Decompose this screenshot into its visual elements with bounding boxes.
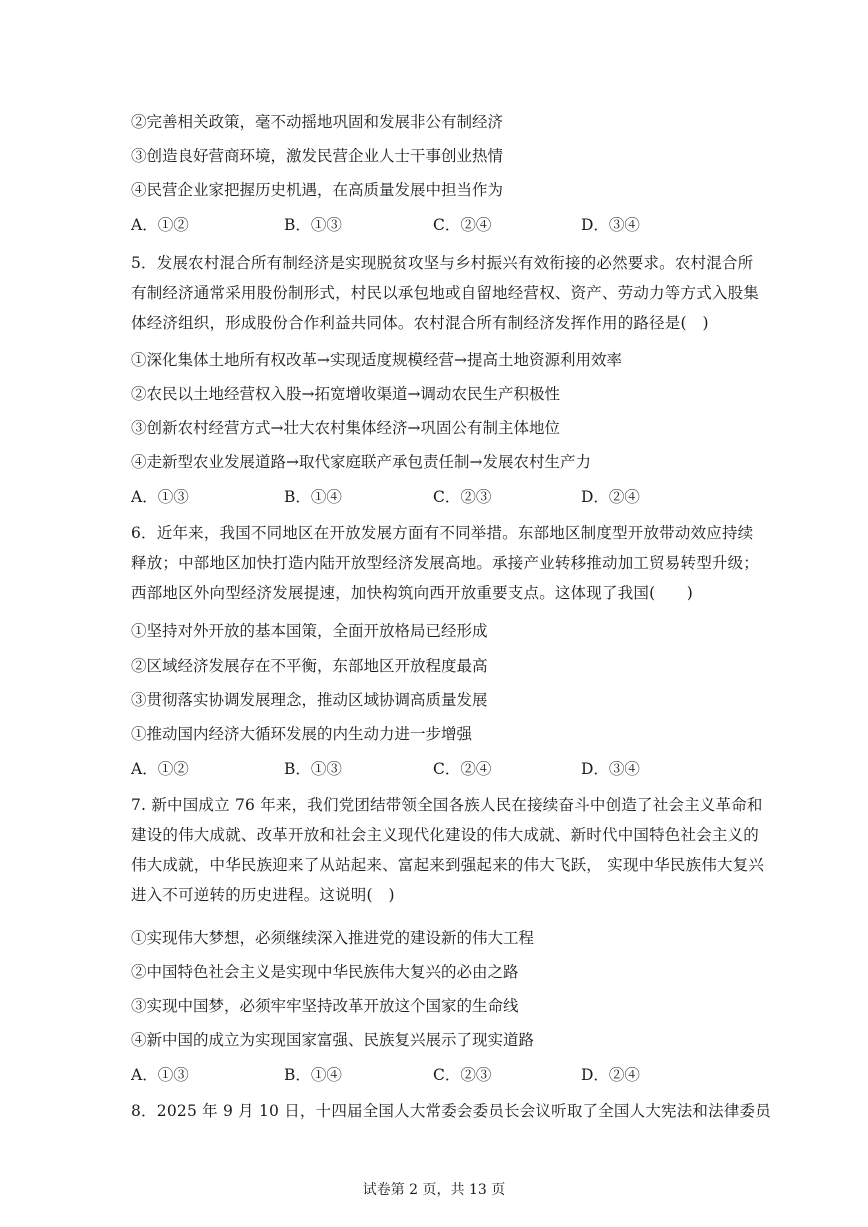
q6-stem-line-3: 西部地区外向型经济发展提速，加快构筑向西开放重要支点。这体现了我国( ) (131, 584, 693, 602)
q6-stem-line-1: 6．近年来，我国不同地区在开放发展方面有不同举措。东部地区制度型开放带动效应持续 (131, 524, 754, 542)
q5-statement-1: ①深化集体土地所有权改革→实现适度规模经营→提高土地资源利用效率 (131, 351, 622, 369)
q4-statement-2: ②完善相关政策，毫不动摇地巩固和发展非公有制经济 (131, 113, 504, 131)
q7-option-d: D．②④ (581, 1066, 640, 1084)
q4-option-a: A．①② (131, 216, 189, 234)
q4-option-c: C．②④ (433, 216, 492, 234)
q7-option-a: A．①③ (131, 1066, 189, 1084)
q5-option-c: C．②③ (433, 488, 492, 506)
q5-statement-2: ②农民以土地经营权入股→拓宽增收渠道→调动农民生产积极性 (131, 385, 560, 403)
q7-stem-line-1: 7. 新中国成立 76 年来，我们党团结带领全国各族人民在接续奋斗中创造了社会主义革命和 (131, 796, 763, 814)
q6-stem-line-2: 释放；中部地区加快打造内陆开放型经济发展高地。承接产业转移推动加工贸易转型升级； (131, 554, 760, 572)
q6-option-a: A．①② (131, 760, 189, 778)
q5-stem-line-2: 有制经济通常采用股份制形式，村民以承包地或自留地经营权、资产、劳动力等方式入股集 (131, 284, 760, 302)
q5-stem-line-1: 5．发展农村混合所有制经济是实现脱贫攻坚与乡村振兴有效衔接的必然要求。农村混合所 (131, 254, 754, 272)
q5-statement-4: ④走新型农业发展道路→取代家庭联产承包责任制→发展农村生产力 (131, 453, 591, 471)
q5-option-a: A．①③ (131, 488, 189, 506)
q7-stem-line-3: 伟大成就，中华民族迎来了从站起来、富起来到强起来的伟大飞跃， 实现中华民族伟大复兴 (131, 856, 765, 874)
q7-option-c: C．②③ (433, 1066, 492, 1084)
q6-option-b: B．①③ (284, 760, 342, 778)
q5-statement-3: ③创新农村经营方式→壮大农村集体经济→巩固公有制主体地位 (131, 419, 560, 437)
q6-option-c: C．②④ (433, 760, 492, 778)
q7-options (131, 1064, 751, 1086)
q6-option-d: D．③④ (581, 760, 640, 778)
q4-statement-4: ④民营企业家把握历史机遇，在高质量发展中担当作为 (131, 181, 504, 199)
q7-statement-2: ②中国特色社会主义是实现中华民族伟大复兴的必由之路 (131, 963, 519, 981)
q4-options (131, 214, 751, 236)
q7-statement-3: ③实现中国梦，必须牢牢坚持改革开放这个国家的生命线 (131, 997, 519, 1015)
q4-statement-3: ③创造良好营商环境，激发民营企业人士干事创业热情 (131, 147, 504, 165)
q8-stem-line-1: 8．2025 年 9 月 10 日，十四届全国人大常委会委员长会议听取了全国人大宪法和法律委员 (131, 1102, 771, 1120)
q5-options (131, 486, 751, 508)
q5-option-d: D．②④ (581, 488, 640, 506)
q6-statement-2: ②区域经济发展存在不平衡，东部地区开放程度最高 (131, 657, 488, 675)
q7-option-b: B．①④ (284, 1066, 342, 1084)
q4-option-d: D．③④ (581, 216, 640, 234)
q4-option-b: B．①③ (284, 216, 342, 234)
q7-stem-line-4: 进入不可逆转的历史进程。这说明( ) (131, 886, 395, 904)
q6-statement-3: ③贯彻落实协调发展理念，推动区域协调高质量发展 (131, 691, 488, 709)
page-footer: 试卷第 2 页，共 13 页 (362, 1182, 506, 1198)
q6-statement-4: ①推动国内经济大循环发展的内生动力进一步增强 (131, 725, 473, 743)
q7-stem-line-2: 建设的伟大成就、改革开放和社会主义现代化建设的伟大成就、新时代中国特色社会主义的 (131, 826, 760, 844)
q6-statement-1: ①坚持对外开放的基本国策，全面开放格局已经形成 (131, 622, 488, 640)
q7-statement-1: ①实现伟大梦想，必须继续深入推进党的建设新的伟大工程 (131, 929, 535, 947)
q7-statement-4: ④新中国的成立为实现国家富强、民族复兴展示了现实道路 (131, 1031, 535, 1049)
q5-option-b: B．①④ (284, 488, 342, 506)
q6-options (131, 758, 751, 780)
q5-stem-line-3: 体经济组织，形成股份合作利益共同体。农村混合所有制经济发挥作用的路径是( ) (131, 314, 709, 332)
